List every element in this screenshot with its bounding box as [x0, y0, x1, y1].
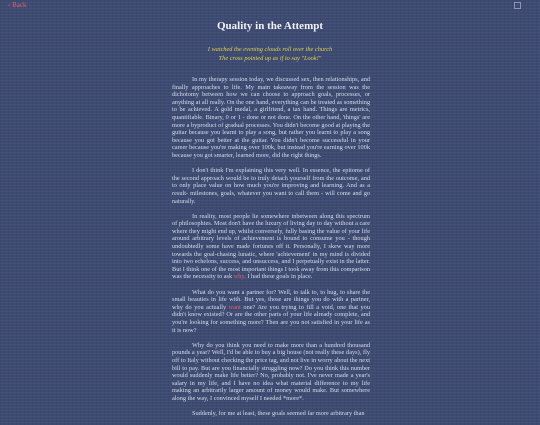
article-body: [172, 76, 370, 425]
epigraph-line-1: I watched the evening clouds roll over the church: [207, 46, 333, 53]
page-title: Quality in the Attempt: [216, 20, 324, 32]
paragraph-4: [172, 289, 370, 335]
corner-box-icon[interactable]: [514, 2, 521, 9]
paragraph-4-text-b: one? Are you trying to fill a void, one that you didn't know existed? Or are the other parts of your life already complete, and you're looking for something more? Then are you not satisfied in your life as it is now?: [172, 303, 370, 334]
paragraph-5: Why do you think you need to make more than a hundred thousand pounds a year? Well, I'd be able to buy a big house (not really these days), fly off to Italy without checking the price tag, and not live in worry about the next bill to pay. But are you financially struggling now? Do you think this number would suddenly make life better? No, probably not. I've never made a year's salary in my life, and I have no idea what material difference to my life making an arbitrarily larger amount of money would make. But somewhere along the way, I convinced myself I needed *more*.: [172, 341, 370, 402]
paragraph-3-text-b: . I had these goals in place.: [244, 273, 313, 281]
back-link[interactable]: ‹ Back: [8, 1, 27, 9]
paragraph-1: In my therapy session today, we discussed sex, then relationships, and finally approaches to life. My main takeaway from the session was the dichotomy between how we can choose to approach goals, processes, or anything at all really. On the one hand, everything can be treated as something to be achieved. A gold medal, a girlfriend, a tax hand. Things are metrics, quantifiable. Binary, 0 or 1 - done or not done. On the other hand, 'things' are more a byproduct of gradual processes. You didn't become good at playing the guitar because you learnt to play a song, but rather you learnt to play a song because you got better at the guitar. You didn't become successful in your career because you're making over 100k, but instead you're earning over 100k because you got smarter, learned more, did the right things.: [172, 76, 370, 159]
want-link[interactable]: want: [228, 303, 241, 311]
paragraph-3-text-a: In reality, most people lie somewhere inbetween along this spectrum of philosophies. Most don't have the luxury of living day to day without a care where they might end up, whilst conversely, fully basing the value of your life around arbitrary levels of achievement is bound to consume you - though undoubtedly some have made fortunes off it. Personally, I skew way more towards the goal-chasing lunatic, where 'achievement' in my mind is divided into two echelons, success, and unsuccess, and I perpetually exist in the latter. But I think one of the most important things I took away from this comparison was the necessity to ask: [172, 212, 370, 281]
epigraph-line-2: The cross pointed up as if to say "Look!": [218, 54, 322, 62]
why-link[interactable]: why: [233, 273, 245, 281]
paragraph-4-text-a: What do you want a partner for? Well, to talk to, to hug, to share the small beauties in life with. But yes, those are things you do with a partner, why do you actually: [172, 288, 370, 311]
paragraph-2: I don't think I'm explaining this very well. In essence, the epitome of the second approach would be to truly detach yourself from the outcome, and to only place value on how much you're improving and learning. And as a result- milestones, goals, whatever you want to call them - will come and go naturally.: [172, 167, 370, 205]
epigraph: [0, 46, 540, 63]
paragraph-3: [172, 213, 370, 281]
paragraph-6: Suddenly, for me at least, these goals seemed far more arbitrary than: [192, 410, 365, 418]
